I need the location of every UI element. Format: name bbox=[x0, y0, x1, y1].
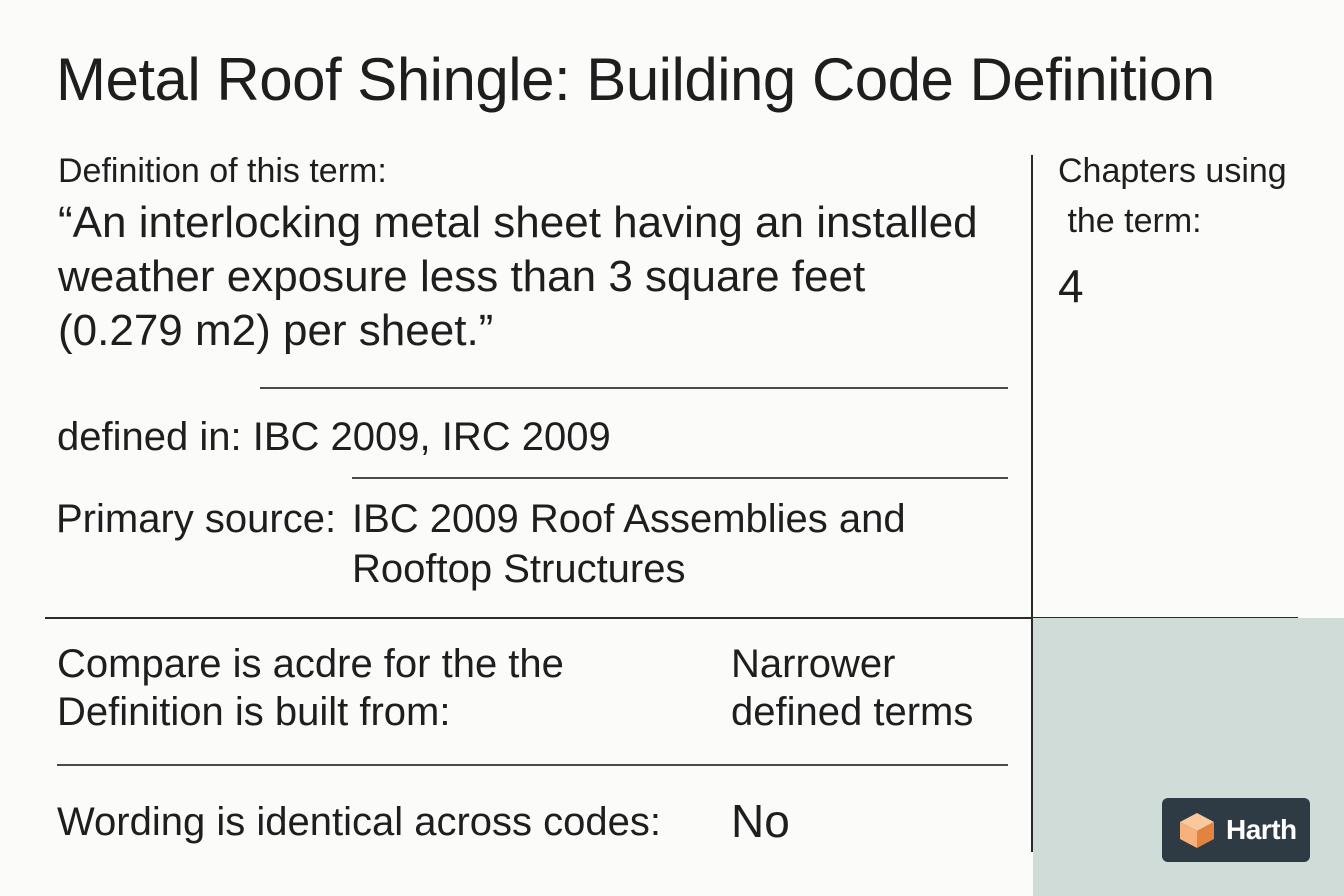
compare-label bbox=[57, 640, 564, 736]
definition-label: Definition of this term: bbox=[58, 152, 387, 190]
primary-source-value bbox=[352, 494, 906, 594]
brand-badge[interactable] bbox=[1162, 798, 1310, 862]
compare-value bbox=[731, 640, 973, 736]
wording-value: No bbox=[731, 795, 790, 847]
divider bbox=[352, 477, 1008, 479]
compare-label-line: Compare is acdre for the the bbox=[57, 642, 564, 686]
definition-text bbox=[58, 196, 978, 358]
wording-label: Wording is identical across codes: bbox=[57, 800, 661, 844]
page-title: Metal Roof Shingle: Building Code Definition bbox=[56, 46, 1215, 113]
brand-name: Harth bbox=[1226, 814, 1297, 845]
primary-source-line: IBC 2009 Roof Assemblies and bbox=[352, 497, 906, 541]
divider bbox=[260, 387, 1008, 389]
compare-label-line: Definition is built from: bbox=[57, 690, 451, 734]
definition-line: (0.279 m2) per sheet.” bbox=[58, 306, 494, 355]
compare-value-line: Narrower bbox=[731, 642, 896, 686]
chapters-label-line: Chapters using bbox=[1058, 152, 1287, 190]
cube-logo-icon bbox=[1176, 809, 1218, 851]
divider bbox=[57, 764, 1008, 766]
definition-line: “An interlocking metal sheet having an installed bbox=[58, 198, 978, 247]
chapters-count: 4 bbox=[1058, 260, 1084, 312]
defined-in-text: defined in: IBC 2009, IRC 2009 bbox=[57, 415, 611, 459]
definition-line: weather exposure less than 3 square feet bbox=[58, 252, 866, 301]
chapters-label-line: the term: bbox=[1058, 202, 1202, 240]
chapters-label bbox=[1058, 150, 1287, 242]
primary-source-line: Rooftop Structures bbox=[352, 547, 686, 591]
primary-source-label: Primary source: bbox=[56, 497, 337, 541]
compare-value-line: defined terms bbox=[731, 690, 974, 734]
